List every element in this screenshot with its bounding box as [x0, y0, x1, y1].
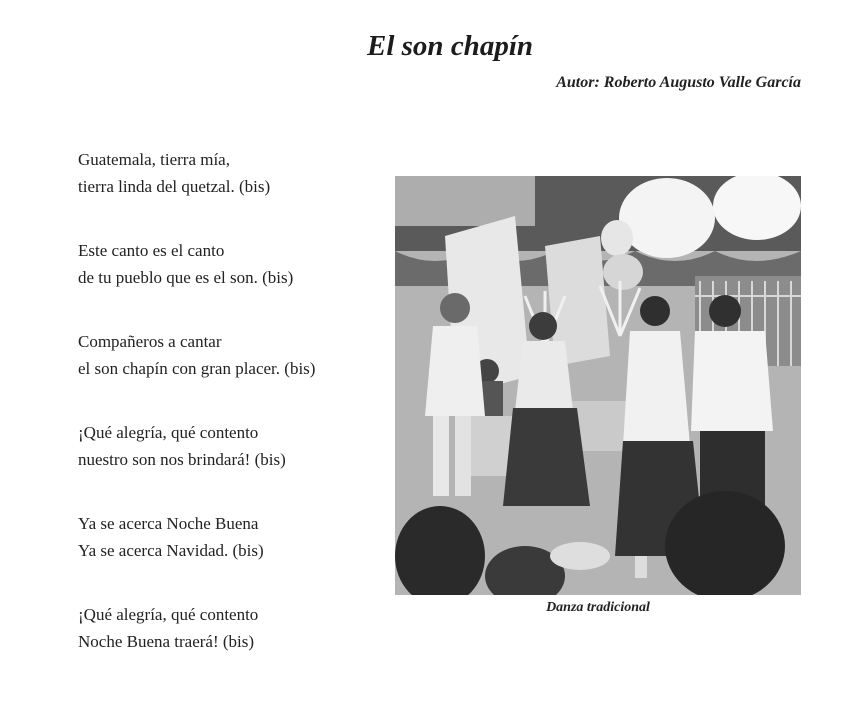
photo-caption: Danza tradicional — [546, 600, 650, 615]
poem-line: nuestro son nos brindará! (bis) — [78, 450, 286, 469]
poem-line: Noche Buena traerá! (bis) — [78, 632, 255, 651]
poem-line: tierra linda del quetzal. (bis) — [78, 177, 271, 196]
dance-photo — [395, 176, 801, 595]
stanza — [78, 237, 378, 328]
poem-line: Compañeros a cantar — [78, 332, 222, 351]
poem-line: Ya se acerca Navidad. (bis) — [78, 541, 264, 560]
poem-line: el son chapín con gran placer. (bis) — [78, 359, 316, 378]
poem-line: Guatemala, tierra mía, — [78, 150, 230, 169]
poem — [78, 146, 378, 692]
stanza — [78, 510, 378, 601]
stanza — [78, 146, 378, 237]
poem-line: ¡Qué alegría, qué contento — [78, 423, 259, 442]
stanza — [78, 601, 378, 692]
poem-line: ¡Qué alegría, qué contento — [78, 605, 259, 624]
poem-line: de tu pueblo que es el son. (bis) — [78, 268, 294, 287]
poem-line: Ya se acerca Noche Buena — [78, 514, 259, 533]
author-credit: Autor: Roberto Augusto Valle García — [556, 74, 801, 91]
stanza — [78, 328, 378, 419]
poem-line: Este canto es el canto — [78, 241, 225, 260]
stanza — [78, 419, 378, 510]
page-title: El son chapín — [367, 30, 533, 62]
